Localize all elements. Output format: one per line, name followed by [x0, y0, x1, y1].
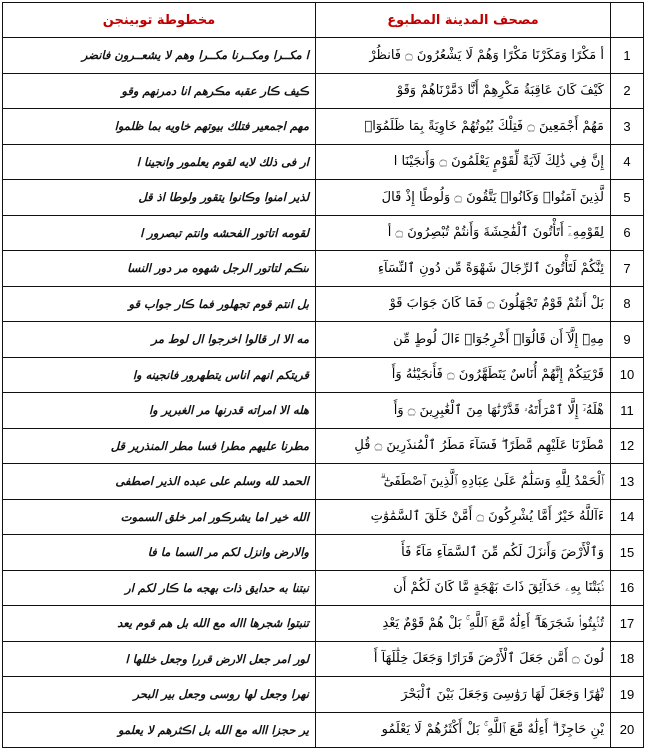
row-number: 3 — [611, 109, 644, 145]
row-number: 13 — [611, 464, 644, 500]
table-row — [3, 109, 644, 145]
mushaf-cell: يْنِ حَاجِزًا ۗ أَءِلَٰهٌ مَّعَ ٱللَّهِ ۚ بَلْ أَكْثَرُهُمْ لَا يَعْلَمُو — [316, 712, 611, 748]
row-number: 9 — [611, 322, 644, 358]
table-row — [3, 677, 644, 713]
manuscript-cell: قريتكم انهم اناس يتطهرور فانجينه وا — [3, 357, 316, 393]
mushaf-cell: نْهَٰرًا وَجَعَلَ لَهَا رَوَٰسِىَ وَجَعَلَ بَيْنَ ٱلْبَحْرَ — [316, 677, 611, 713]
manuscript-cell: نهرا وجعل لها روسى وجعل بير البحر — [3, 677, 316, 713]
row-number: 4 — [611, 144, 644, 180]
table-row — [3, 38, 644, 74]
manuscript-cell: لذير امنوا وڪانوا يتقور ولوطا اذ قل — [3, 180, 316, 216]
manuscript-cell: تنبتوا شجرها االه مع الله بل هم قوم يعد — [3, 606, 316, 642]
table-row — [3, 428, 644, 464]
manuscript-cell: مطرنا عليهم مطرا فسا مطر المنذرير قل — [3, 428, 316, 464]
mushaf-cell: تُنۢبِتُوا۟ شَجَرَهَآ ۗ أَءِلَٰهٌ مَّعَ ٱللَّهِ ۚ بَلْ هُمْ قَوْمٌ يَعْدِ — [316, 606, 611, 642]
row-number: 18 — [611, 641, 644, 677]
table-row — [3, 641, 644, 677]
row-number: 2 — [611, 73, 644, 109]
mushaf-cell: لَّذِينَ آمَنُوا۟ وَكَانُوا۟ يَتَّقُونَ ۝ وَلُوطًا إِذْ قَالَ — [316, 180, 611, 216]
header-manuscript: مخطوطة توبينجن — [3, 3, 316, 38]
manuscript-cell: ا مكــرا ومكــرنا مكــرا وهم لا يشعــرون فانضر — [3, 38, 316, 74]
manuscript-cell: ار فى ذلك لايه لقوم يعلمور وانجينا ا — [3, 144, 316, 180]
header-number — [611, 3, 644, 38]
table-row — [3, 322, 644, 358]
table-row — [3, 570, 644, 606]
table-row — [3, 499, 644, 535]
manuscript-cell: ير حجزا االه مع الله بل اڪثرهم لا يعلمو — [3, 712, 316, 748]
row-number: 12 — [611, 428, 644, 464]
mushaf-cell: ٱلْحَمْدُ لِلَّهِ وَسَلَٰمٌ عَلَىٰ عِبَادِهِ ٱلَّذِينَ ٱصْطَفَىٰٓ ۗ — [316, 464, 611, 500]
mushaf-cell: قَرْيَتِكُمْ إِنَّهُمْ أُنَاسٌ يَتَطَهَّرُونَ ۝ فَأَنجَيْنَٰهُ وَأَ — [316, 357, 611, 393]
manuscript-cell: ىنڪم لتاتور الرجل شهوه مر دور النسا — [3, 251, 316, 287]
manuscript-cell: الحمد لله وسلم على عبده الذير اصطفى — [3, 464, 316, 500]
row-number: 15 — [611, 535, 644, 571]
mushaf-cell: بَلْ أَنتُمْ قَوْمٌ تَجْهَلُونَ ۝ فَمَا كَانَ جَوَابَ قَوْ — [316, 286, 611, 322]
table-row — [3, 393, 644, 429]
row-number: 7 — [611, 251, 644, 287]
row-number: 6 — [611, 215, 644, 251]
mushaf-cell: هْلَهُۥٓ إِلَّا ٱمْرَأَتَهُۥ قَدَّرْنَٰهَا مِنَ ٱلْغَٰبِرِينَ ۝ وَأَ — [316, 393, 611, 429]
mushaf-cell: أ مَكْرًا وَمَكَرْنَا مَكْرًا وَهُمْ لَا يَشْعُرُونَ ۝ فَانظُرْ — [316, 38, 611, 74]
mushaf-cell: نۢبَتْنَا بِهِۦ حَدَآئِقَ ذَاتَ بَهْجَةٍ مَّا كَانَ لَكُمْ أَن — [316, 570, 611, 606]
row-number: 1 — [611, 38, 644, 74]
mushaf-cell: مْطَرْنَا عَلَيْهِم مَّطَرًا ۖ فَسَآءَ مَطَرُ ٱلْمُنذَرِينَ ۝ قُلِ — [316, 428, 611, 464]
manuscript-cell: نبتنا به حدايق ذات بهجه ما ڪار لكم ار — [3, 570, 316, 606]
mushaf-cell: مَهُمْ أَجْمَعِينَ ۝ فَتِلْكَ بُيُوتُهُمْ خَاوِيَةً بِمَا ظَلَمُوٓا۟ — [316, 109, 611, 145]
row-number: 10 — [611, 357, 644, 393]
manuscript-cell: مه الا ار قالوا اخرجوا ال لوط مر — [3, 322, 316, 358]
header-mushaf: مصحف المدينة المطبوع — [316, 3, 611, 38]
table-body — [3, 38, 644, 748]
row-number: 16 — [611, 570, 644, 606]
row-number: 17 — [611, 606, 644, 642]
table-row — [3, 215, 644, 251]
table-row — [3, 180, 644, 216]
mushaf-cell: لُونَ ۝ أَمَّن جَعَلَ ٱلْأَرْضَ قَرَارًا وَجَعَلَ خِلَٰلَهَآ أَ — [316, 641, 611, 677]
manuscript-cell: هله الا امراته قدرنها مر الغبرير وا — [3, 393, 316, 429]
manuscript-cell: ڪيف ڪار عقبه مڪرهم انا دمرنهم وقو — [3, 73, 316, 109]
table-row — [3, 286, 644, 322]
row-number: 14 — [611, 499, 644, 535]
manuscript-cell: والارض وانزل لكم مر السما ما فا — [3, 535, 316, 571]
manuscript-cell: الله خير اما يشرڪور امر خلق السموت — [3, 499, 316, 535]
mushaf-cell: مِهِۦٓ إِلَّآ أَن قَالُوٓا۟ أَخْرِجُوٓا۟ ءَالَ لُوطٍ مِّن — [316, 322, 611, 358]
table-row — [3, 606, 644, 642]
comparison-table — [2, 2, 644, 748]
row-number: 19 — [611, 677, 644, 713]
mushaf-cell: ءَآللَّهُ خَيْرٌ أَمَّا يُشْرِكُونَ ۝ أَمَّنْ خَلَقَ ٱلسَّمَٰوَٰتِ — [316, 499, 611, 535]
table-row — [3, 73, 644, 109]
header-row — [3, 3, 644, 38]
row-number: 20 — [611, 712, 644, 748]
table-row — [3, 464, 644, 500]
mushaf-cell: وَٱلْأَرْضَ وَأَنزَلَ لَكُم مِّنَ ٱلسَّمَآءِ مَآءً فَأَ — [316, 535, 611, 571]
manuscript-cell: مهم اجمعير فتلك بيوتهم خاويه بما ظلموا — [3, 109, 316, 145]
mushaf-cell: ئِنَّكُمْ لَتَأْتُونَ ٱلرِّجَالَ شَهْوَةً مِّن دُونِ ٱلنِّسَآءِ — [316, 251, 611, 287]
mushaf-cell: لِقَوْمِهِۦٓ أَتَأْتُونَ ٱلْفَٰحِشَةَ وَأَنتُمْ تُبْصِرُونَ ۝ أ — [316, 215, 611, 251]
table-row — [3, 251, 644, 287]
row-number: 8 — [611, 286, 644, 322]
table-row — [3, 357, 644, 393]
table-row — [3, 144, 644, 180]
mushaf-cell: إِنَّ فِي ذَٰلِكَ لَآيَةً لِّقَوْمٍ يَعْلَمُونَ ۝ وَأَنجَيْنَا ا — [316, 144, 611, 180]
manuscript-cell: لور امر جعل الارض قررا وجعل خللها ا — [3, 641, 316, 677]
table-row — [3, 535, 644, 571]
mushaf-cell: كَيْفَ كَانَ عَاقِبَةُ مَكْرِهِمْ أَنَّا دَمَّرْنَاهُمْ وَقَوْ — [316, 73, 611, 109]
manuscript-cell: بل انتم قوم تجهلور فما ڪار جواب قو — [3, 286, 316, 322]
table-row — [3, 712, 644, 748]
row-number: 5 — [611, 180, 644, 216]
row-number: 11 — [611, 393, 644, 429]
manuscript-cell: لقومه اتاتور الفحشه وانتم تبصرور ا — [3, 215, 316, 251]
